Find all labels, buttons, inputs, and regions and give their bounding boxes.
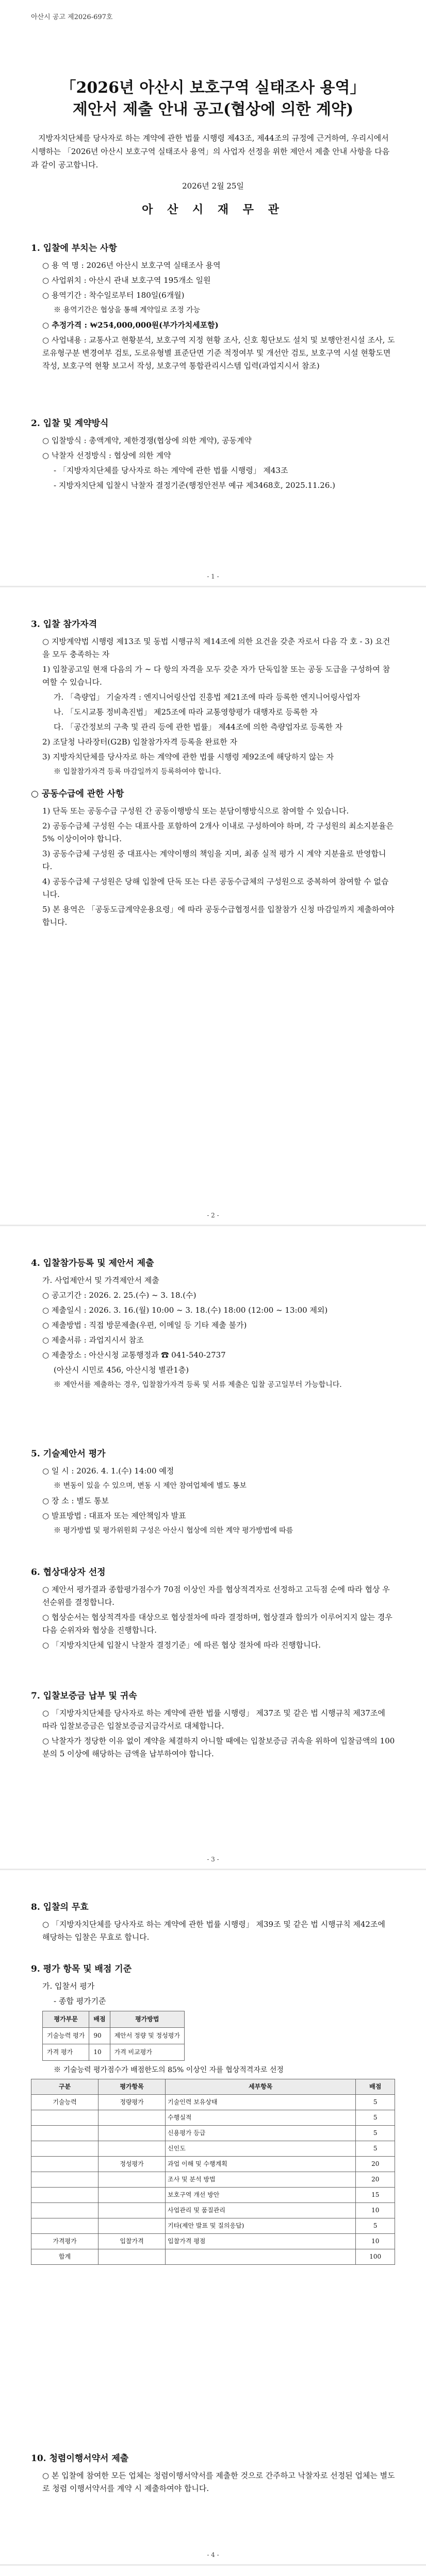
table-cell <box>99 2203 166 2218</box>
list-item: ○ 용역기간 : 착수일로부터 180일(6개월) <box>42 291 185 300</box>
title-line-2: 제안서 제출 안내 공고(협상에 의한 계약) <box>72 100 354 118</box>
list-item: ○ 본 입찰에 참여한 모든 업체는 청렴이행서약서를 제출한 것으로 간주하고 낙찰자로 선정된 업체는 별도로 청렴 이행서약서를 계약 시 제출하여야 합니다. <box>42 2471 395 2493</box>
page-2 <box>0 587 426 1226</box>
table-cell <box>31 2157 99 2172</box>
list-item: 2) 조달청 나라장터(G2B) 입찰참가자격 등록을 완료한 자 <box>42 737 238 747</box>
list-item: ○ 추정가격 : ₩254,000,000원(부가가치세포함) <box>42 320 219 330</box>
table-row <box>31 2218 395 2234</box>
page-4 <box>0 1870 426 2566</box>
list-item: ○ 일 시 : 2026. 4. 1.(수) 14:00 예정 <box>42 1466 174 1476</box>
list-item: 3) 공동수급체 구성원 중 대표사는 계약이행의 책임을 지며, 최종 실적 평가 시 계약 지분율로 반영합니다. <box>42 849 386 871</box>
section-8 <box>31 1901 395 1946</box>
page-1 <box>0 0 426 587</box>
section-heading: 5. 기술제안서 평가 <box>31 1449 106 1459</box>
issuing-organization: 아 산 시 재 무 관 <box>142 203 284 216</box>
title-line-1: 「2026년 아산시 보호구역 실태조사 용역」 <box>60 79 366 97</box>
list-item: ○ 제안서 평가결과 종합평가점수가 70점 이상인 자를 협상적격자로 선정하고 고득점 순에 따라 협상 우선순위를 결정합니다. <box>42 1585 390 1607</box>
list-item: 나. 「도시교통 정비촉진법」 제25조에 따라 교통영향평가 대행자로 등록한 자 <box>54 707 318 717</box>
table-cell <box>31 2126 99 2141</box>
table-cell <box>99 2172 166 2188</box>
list-item: ○ 낙찰자 선정방식 : 협상에 의한 계약 <box>42 451 171 460</box>
table-cell <box>31 2172 99 2188</box>
table-row <box>31 2188 395 2203</box>
table-cell: 기술인력 보유상태 <box>166 2095 356 2110</box>
list-item: 4) 공동수급체 구성원은 당해 입찰에 단독 또는 다른 공동수급체의 구성원으로 중복하여 참여할 수 없습니다. <box>42 877 389 899</box>
table-cell: 90 <box>89 2028 110 2044</box>
list-item: ○ 사업내용 : 교통사고 현황분석, 보호구역 지정 현황 조사, 신호 횡단보도 설치 및 보행안전시설 조사, 도로유형구분 변경여부 검토, 도로유형별 표준단면 기준 적정여부 및 개선안 검토, 보호구역 시설 현황도면 작성, 보호구역 현황 보고서 작성, 보호구역 통합관리시스템 입력(과업지시서 참조) <box>42 335 395 370</box>
page-number: - 1 - <box>207 573 219 580</box>
notice-date: 2026년 2월 25일 <box>182 181 244 191</box>
table-cell: 신인도 <box>166 2141 356 2157</box>
list-item: ○ 용 역 명 : 2026년 아산시 보호구역 실태조사 용역 <box>42 261 221 270</box>
list-item: ○ 「지방자치단체를 당사자로 하는 계약에 관한 법률 시행령」 제37조 및 같은 법 시행규칙 제37조에 따라 입찰보증금은 입찰보증금지급각서로 대체합니다. <box>42 1708 385 1731</box>
list-note: ※ 입찰참가자격 등록 마감일까지 등록하여야 합니다. <box>54 768 221 776</box>
section-7 <box>31 1690 395 1762</box>
list-item: ○ 공고기간 : 2026. 2. 25.(수) ~ 3. 18.(수) <box>42 1291 196 1300</box>
table-header: 평가항목 <box>99 2079 166 2095</box>
subsection-label: 가. 입찰서 평가 <box>42 1981 95 1991</box>
table-cell: 5 <box>356 2126 395 2141</box>
evaluation-table <box>31 2079 395 2265</box>
intro-paragraph: 지방자치단체를 당사자로 하는 계약에 관한 법률 시행령 제43조, 제44조의 규정에 근거하여, 우리시에서 시행하는 「2026년 아산시 보호구역 실태조사 용역」의 사업자 선정을 위한 제안서 제출 안내 사항을 다음과 같이 공고합니다. <box>31 133 390 170</box>
table-cell: 제안서 정량 및 정성평가 <box>110 2028 184 2044</box>
table-cell: 기술능력 평가 <box>43 2028 89 2044</box>
table-row <box>31 2203 395 2218</box>
list-item: 2) 공동수급체 구성원 수는 대표사를 포함하여 2개사 이내로 구성하여야 하며, 각 구성원의 최소지분율은 5% 이상이어야 합니다. <box>42 821 394 843</box>
section-1 <box>31 242 395 375</box>
page-number: - 3 - <box>207 1856 219 1863</box>
table-cell: 입찰가격 평점 <box>166 2234 356 2249</box>
table-cell <box>166 2249 356 2265</box>
table-cell: 입찰가격 <box>99 2234 166 2249</box>
list-note: ※ 제안서를 제출하는 경우, 입찰참가자격 등록 및 서류 제출은 입찰 공고일부터 가능합니다. <box>54 1381 342 1389</box>
list-item: ○ 협상순서는 협상적격자를 대상으로 협상절차에 따라 결정하며, 협상결과 합의가 이루어지지 않는 경우 다음 순위자와 협상을 진행합니다. <box>42 1613 392 1635</box>
table-row <box>31 2249 395 2265</box>
list-item: ○ 제출방법 : 직접 방문제출(우편, 이메일 등 기타 제출 불가) <box>42 1320 247 1330</box>
document-title <box>0 77 426 121</box>
table-cell: 조사 및 분석 방법 <box>166 2172 356 2188</box>
table-cell: 사업관리 및 품질관리 <box>166 2203 356 2218</box>
table-cell: 가격평가 <box>31 2234 99 2249</box>
section-heading: 2. 입찰 및 계약방식 <box>31 418 109 429</box>
table-cell <box>31 2141 99 2157</box>
section-2 <box>31 417 395 494</box>
table-cell: 기타(제안 발표 및 질의응답) <box>166 2218 356 2234</box>
list-item: ○ 사업위치 : 아산시 관내 보호구역 195개소 일원 <box>42 276 211 285</box>
table-cell <box>99 2218 166 2234</box>
list-item: ○ 제출일시 : 2026. 3. 16.(월) 10:00 ~ 3. 18.(수) 18:00 (12:00 ~ 13:00 제외) <box>42 1306 328 1315</box>
page-5 <box>0 2566 426 2576</box>
list-note: ※ 기술능력 평가점수가 배점한도의 85% 이상인 자를 협상적격자로 선정 <box>54 2066 284 2074</box>
table-cell: 10 <box>89 2044 110 2061</box>
table-cell: 15 <box>356 2188 395 2203</box>
table-cell <box>31 2110 99 2126</box>
table-cell: 정량평가 <box>99 2095 166 2110</box>
table-row <box>43 2028 185 2044</box>
section-heading: 4. 입찰참가등록 및 제안서 제출 <box>31 1258 154 1268</box>
list-item: 5) 본 용역은 「공동도급계약운용요령」에 따라 공동수급협정서를 입찰참가 신청 마감일까지 제출하여야 합니다. <box>42 905 395 927</box>
summary-table <box>42 2011 185 2061</box>
table-cell: 5 <box>356 2141 395 2157</box>
table-cell: 신용평가 등급 <box>166 2126 356 2141</box>
list-item: 3) 지방자치단체를 당사자로 하는 계약에 관한 법률 시행령 제92조에 해당하지 않는 자 <box>42 752 334 761</box>
table-header: 구분 <box>31 2079 99 2095</box>
list-item: ○ 발표방법 : 대표자 또는 제안책임자 발표 <box>42 1511 186 1520</box>
list-item: ○ 「지방자치단체 입찰시 낙찰자 결정기준」에 따른 협상 절차에 따라 진행합니다. <box>42 1640 321 1650</box>
list-note: ※ 변동이 있을 수 있으며, 변동 시 제안 참여업체에 별도 통보 <box>54 1482 247 1490</box>
table-row <box>31 2141 395 2157</box>
table-row <box>31 2157 395 2172</box>
table-cell: 가격 평가 <box>43 2044 89 2061</box>
table-cell: 20 <box>356 2157 395 2172</box>
list-item: ○ 장 소 : 별도 통보 <box>42 1496 109 1505</box>
table-cell <box>31 2203 99 2218</box>
table-cell <box>99 2249 166 2265</box>
page-number: - 4 - <box>207 2551 219 2558</box>
table-cell: 합계 <box>31 2249 99 2265</box>
table-header: 배점 <box>356 2079 395 2095</box>
table-cell: 10 <box>356 2203 395 2218</box>
table-header: 세부항목 <box>166 2079 356 2095</box>
subsection-label: - 종합 평가기준 <box>54 1996 106 2006</box>
section-heading: 3. 입찰 참가자격 <box>31 619 97 630</box>
table-row <box>31 2126 395 2141</box>
list-item: ○ 제출장소 : 아산시청 교통행정과 ☎ 041-540-2737 <box>42 1350 226 1360</box>
table-row <box>31 2234 395 2249</box>
list-note: ※ 평가방법 및 평가위원회 구성은 아산시 협상에 의한 계약 평가방법에 따름 <box>54 1527 293 1535</box>
table-cell: 5 <box>356 2218 395 2234</box>
table-cell: 수행실적 <box>166 2110 356 2126</box>
table-cell: 100 <box>356 2249 395 2265</box>
section-6 <box>31 1566 395 1654</box>
section-heading: 8. 입찰의 무효 <box>31 1902 89 1912</box>
list-item: 다. 「공간정보의 구축 및 관리 등에 관한 법률」 제44조에 의한 측량업자로 등록한 자 <box>54 722 343 732</box>
table-cell <box>99 2110 166 2126</box>
list-item: ○ 낙찰자가 정당한 이유 없이 계약을 체결하지 아니할 때에는 입찰보증금 귀속을 위하여 입찰금액의 100분의 5 이상에 해당하는 금액을 납부하여야 합니다. <box>42 1736 395 1758</box>
table-row <box>31 2095 395 2110</box>
table-row <box>31 2110 395 2126</box>
table-cell <box>99 2141 166 2157</box>
section-heading: 10. 청렴이행서약서 제출 <box>31 2453 129 2464</box>
list-item: ○ 입찰방식 : 총액계약, 제한경쟁(협상에 의한 계약), 공동계약 <box>42 436 252 445</box>
table-cell <box>31 2218 99 2234</box>
list-item: - 지방자치단체 입찰시 낙찰자 결정기준(행정안전부 예규 제3468호, 2025.11.26.) <box>54 481 335 490</box>
table-cell: 정성평가 <box>99 2157 166 2172</box>
list-item: 가. 「측량업」 기술자격 : 엔지니어링산업 진흥법 제21조에 따라 등록한 엔지니어링사업자 <box>54 692 361 702</box>
table-row <box>31 2172 395 2188</box>
list-item: ○ 「지방자치단체를 당사자로 하는 계약에 관한 법률 시행령」 제39조 및 같은 법 시행규칙 제42조에 해당하는 입찰은 무효로 합니다. <box>42 1920 385 1942</box>
list-item: 1) 단독 또는 공동수급 구성원 간 공동이행방식 또는 분담이행방식으로 참여할 수 있습니다. <box>42 806 349 816</box>
table-header: 평가방법 <box>110 2011 184 2028</box>
table-cell: 과업 이해 및 수행계획 <box>166 2157 356 2172</box>
section-5 <box>31 1448 395 1539</box>
section-heading: 7. 입찰보증금 납부 및 귀속 <box>31 1691 137 1701</box>
table-cell: 보호구역 개선 방안 <box>166 2188 356 2203</box>
table-cell: 20 <box>356 2172 395 2188</box>
table-header: 평가부문 <box>43 2011 89 2028</box>
section-heading: 1. 입찰에 부치는 사항 <box>31 243 117 253</box>
list-item: ○ 제출서류 : 과업지시서 참조 <box>42 1335 144 1345</box>
section-3 <box>31 618 395 931</box>
table-cell <box>99 2126 166 2141</box>
subsection-heading: ○ 공동수급에 관한 사항 <box>31 789 124 799</box>
section-9 <box>31 1963 395 2265</box>
table-row <box>43 2044 185 2061</box>
list-item: 가. 사업제안서 및 가격제안서 제출 <box>42 1276 159 1285</box>
list-item: 1) 입찰공고일 현재 다음의 가 ~ 다 항의 자격을 모두 갖춘 자가 단독입찰 또는 공동 도급을 구성하여 참여할 수 있습니다. <box>42 665 390 687</box>
list-item: (아산시 시민로 456, 아산시청 별관1층) <box>54 1365 189 1375</box>
section-heading: 6. 협상대상자 선정 <box>31 1567 106 1578</box>
list-item: - 「지방자치단체를 당사자로 하는 계약에 관한 법률 시행령」 제43조 <box>54 466 288 475</box>
page-3 <box>0 1226 426 1870</box>
table-cell: 10 <box>356 2234 395 2249</box>
table-cell <box>99 2188 166 2203</box>
page-number: - 2 - <box>207 1212 219 1219</box>
section-heading: 9. 평가 항목 및 배점 기준 <box>31 1964 132 1974</box>
table-cell <box>31 2188 99 2203</box>
table-cell: 5 <box>356 2095 395 2110</box>
table-cell: 기술능력 <box>31 2095 99 2110</box>
list-note: ※ 용역기간은 협상을 통해 계약일로 조정 가능 <box>54 306 201 314</box>
list-item: ○ 지방계약법 시행령 제13조 및 동법 시행규칙 제14조에 의한 요건을 갖춘 자로서 다음 각 호 - 3) 요건을 모두 충족하는 자 <box>42 637 390 659</box>
section-10 <box>31 2452 395 2497</box>
table-cell: 가격 비교평가 <box>110 2044 184 2061</box>
table-cell: 5 <box>356 2110 395 2126</box>
notice-number: 아산시 공고 제2026-697호 <box>31 13 113 21</box>
table-header: 배점 <box>89 2011 110 2028</box>
section-4 <box>31 1257 395 1394</box>
